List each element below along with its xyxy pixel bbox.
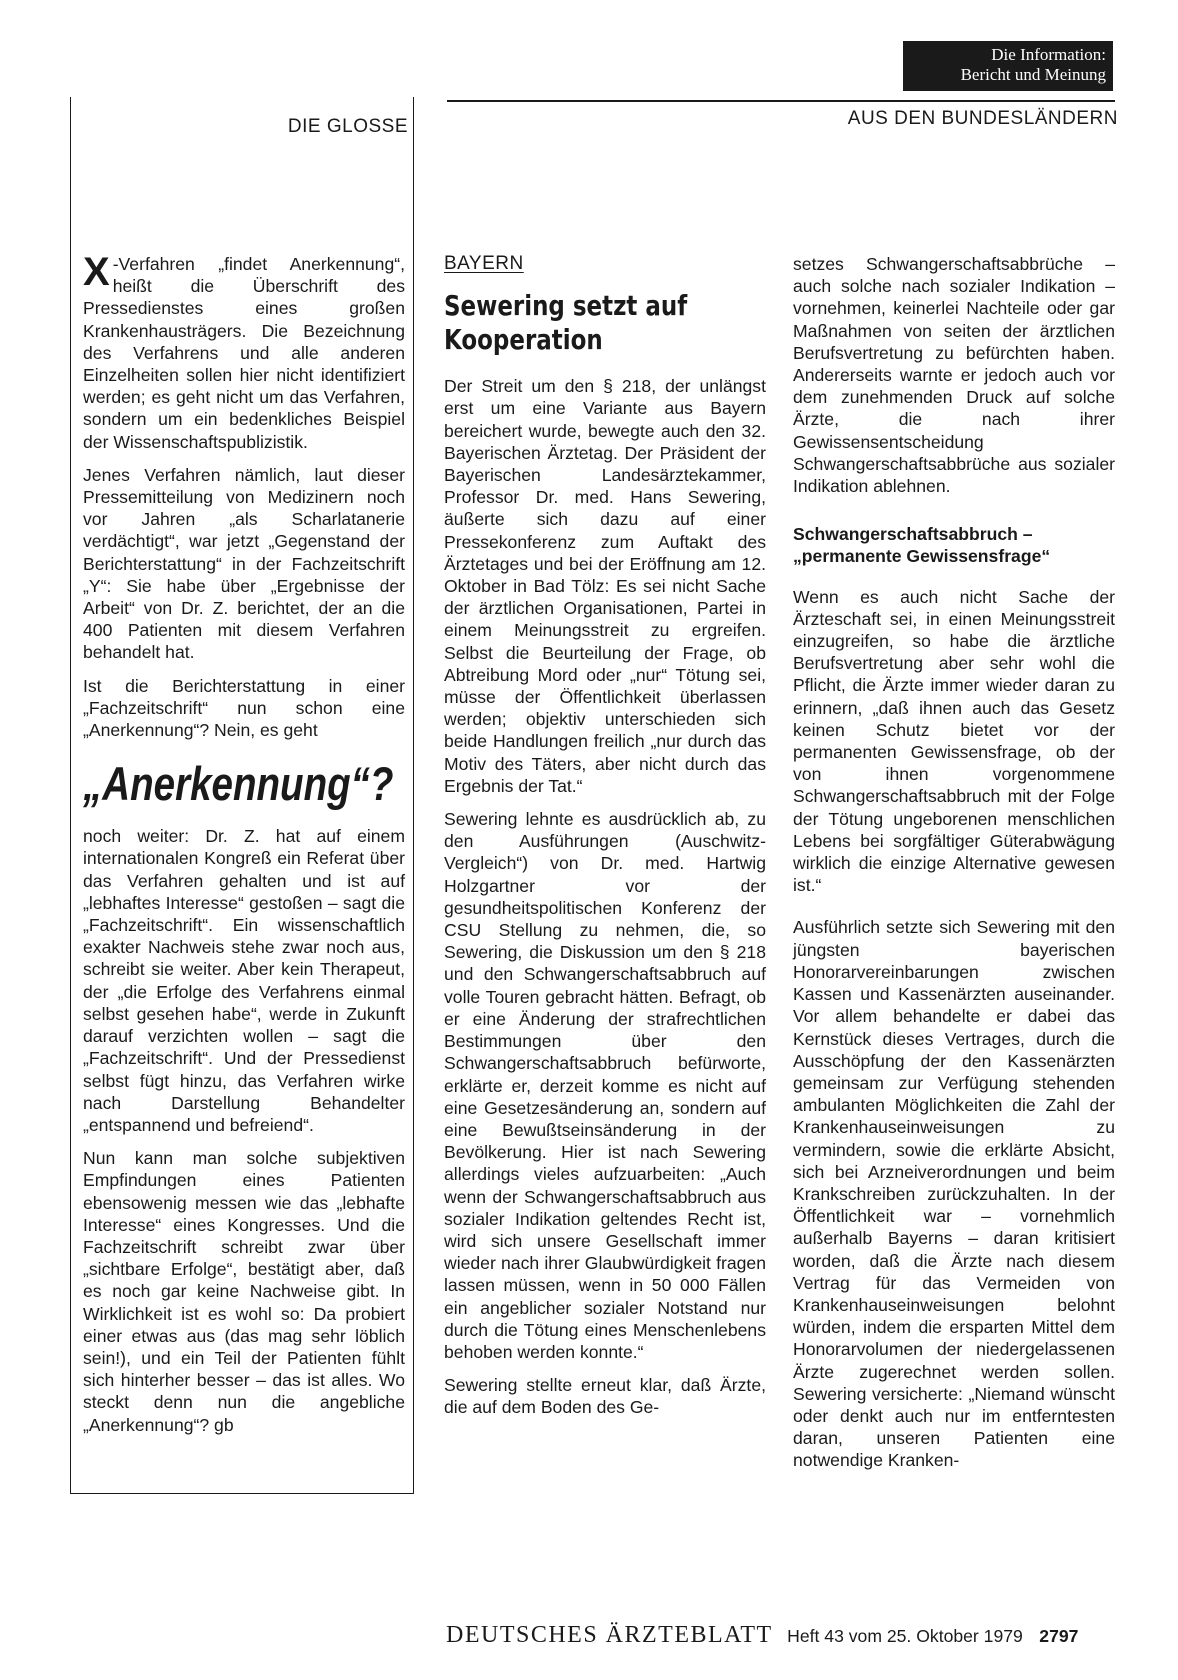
glosse-paragraph-4: noch weiter: Dr. Z. hat auf einem internationalen Kongreß ein Referat über das Verfahren gehalten und ist auf „lebhaftes Interesse“ gestoßen – sagt die „Fachzeitschrift“. Ein wissenschaftlich exakter Nachweis stehe zwar noch aus, schreibt sie weiter. Aber kein Therapeut, der „die Erfolge des Verfahrens einmal selbst gesehen habe“, werde in Zukunft darauf verzichten wollen – sagt die „Fachzeitschrift“. Und der Pressedienst selbst fügt hinzu, das Verfahren wirke nach Darstellung Behandelter „entspannend und befreiend“. — [83, 826, 405, 1135]
section-label-glosse: DIE GLOSSE — [287, 116, 408, 137]
section-badge — [903, 41, 1113, 91]
article-kicker: BAYERN — [444, 253, 524, 274]
top-rule — [447, 100, 1115, 102]
page-footer — [446, 1622, 1115, 1656]
article-column-2 — [793, 253, 1115, 1483]
article-paragraph-5: Wenn es auch nicht Sache der Ärzteschaft sei, in einen Meinungsstreit einzugreifen, so habe die ärztliche Berufsvertretung aber sehr wohl die Pflicht, die Ärzte immer wieder daran zu erinnern, „daß ihnen auch das Gesetz keinen Schutz bietet vor der permanenten Gewissensfrage, ob der von ihnen vorgenommene Schwangerschaftsabbruch mit der Folge der Tötung ungeborenen menschlichen Lebens bei sorgfältiger Güterabwägung wirklich die einzige Alternative gewesen ist.“ — [793, 586, 1115, 896]
article-subhead — [793, 523, 1115, 567]
glosse-paragraph-1 — [83, 250, 405, 453]
glosse-paragraph-1-text: -Verfahren „findet Anerkennung“, heißt die Überschrift des Pressedienstes eines großen Krankenhausträgers. Die Bezeichnung des Verfahrens und alle anderen Einzelheiten sollen hier nicht identifiziert werden; es geht nicht um das Verfahren, sondern um ein bedenkliches Beispiel der Wissenschaftspublizistik. — [83, 254, 405, 452]
dropcap: X — [83, 250, 110, 294]
subhead-line-1: Schwangerschaftsabbruch – — [793, 524, 1033, 545]
glosse-paragraph-5: Nun kann man solche subjektiven Empfindungen eines Patienten ebensowenig messen wie das „lebhafte Interesse“ eines Kongresses. Und die Fachzeitschrift schreibt zwar über „sichtbare Erfolge“, bestätigt aber, daß es noch gar keine Nachweise gibt. In Wirklichkeit ist es wohl so: Da probiert einer etwas aus (das mag sehr löblich sein!), und ein Teil der Patienten fühlt sich hinterher besser – das ist alles. Wo steckt denn nun die angebliche „Anerkennung“? gb — [83, 1148, 405, 1435]
article-headline: Sewering setzt auf Kooperation — [444, 289, 688, 357]
badge-line-1: Die Information: — [991, 45, 1106, 64]
glosse-title: „Anerkennung“? — [83, 757, 394, 811]
article-paragraph-2: Sewering lehnte es ausdrücklich ab, zu den Ausführungen (Auschwitz-Vergleich“) von Dr. med. Hartwig Holzgartner vor der gesundheitspolitischen Konferenz der CSU Stellung zu nehmen, die, so Sewering, die Diskussion um den § 218 und den Schwangerschaftsabbruch auf volle Touren gebracht hätten. Befragt, ob er eine Änderung der strafrechtlichen Bestimmungen über den Schwangerschaftsabbruch befürworte, erklärte er, derzeit komme es nicht auf eine Gesetzesänderung an, sondern auf eine Bewußtseinsänderung in der Bevölkerung. Hier ist nach Sewering allerdings vieles aufzuarbeiten: „Auch wenn der Schwangerschaftsabbruch aus sozialer Indikation geltendes Recht ist, wird sich unsere Gesellschaft immer wieder nach ihrer Glaubwürdigkeit fragen lassen müssen, wenn in 50 000 Fällen ein angeblicher sozialer Notstand nur durch die Tötung eines Menschenlebens behoben werden konnte.“ — [444, 809, 766, 1362]
issue-info: Heft 43 vom 25. Oktober 1979 — [787, 1626, 1023, 1646]
magazine-name: DEUTSCHES ÄRZTEBLATT — [446, 1622, 773, 1648]
badge-line-2: Bericht und Meinung — [960, 65, 1106, 84]
article-column-1 — [444, 253, 766, 1430]
section-label-bundeslaender: AUS DEN BUNDESLÄNDERN — [847, 108, 1118, 129]
page-number: 2797 — [1039, 1626, 1079, 1646]
glosse-paragraph-3: Ist die Berichterstattung in einer „Fachzeitschrift“ nun schon eine „Anerkennung“? Nein, es geht — [83, 675, 405, 741]
article-paragraph-6: Ausführlich setzte sich Sewering mit den jüngsten bayerischen Honorarvereinbarungen zwischen Kassen und Kassenärzten auseinander. Vor allem behandelte er dabei das Kernstück dieses Vertrages, durch die Ausschöpfung der den Kassenärzten gemeinsam zur Verfügung stehenden ambulanten Möglichkeiten die Zahl der Krankenhauseinweisungen zu vermindern, sowie die erklärte Absicht, sich bei Arzneiverordnungen und beim Krankschreiben zurückzuhalten. In der Öffentlichkeit war – vornehmlich außerhalb Bayerns – daran kritisiert worden, daß die Ärzte nach diesem Vertrag für das Vermeiden von Krankenhauseinweisungen belohnt würden, indem die ersparten Mittel dem Honorarvolumen der niedergelassenen Ärzte zugerechnet werden sollen. Sewering versicherte: „Niemand wünscht oder denkt auch nur im entferntesten daran, unseren Patienten eine notwendige Kranken- — [793, 917, 1115, 1471]
glosse-column — [83, 250, 405, 1447]
article-paragraph-4: setzes Schwangerschaftsabbrüche – auch solche nach sozialer Indikation – vornehmen, keinerlei Nachteile oder gar Maßnahmen von seiten der ärztlichen Berufsvertretung zu befürchten haben. Andererseits warnte er jedoch auch vor dem zunehmenden Druck auf solche Ärzte, die nach ihrer Gewissensentscheidung Schwangerschaftsabbrüche aus sozialer Indikation ablehnen. — [793, 254, 1115, 497]
glosse-paragraph-2: Jenes Verfahren nämlich, laut dieser Pressemitteilung von Medizinern noch vor Jahren „als Scharlatanerie verdächtigt“, war jetzt „Gegenstand der Berichterstattung“ in der Fachzeitschrift „Y“: Sie habe über „Ergebnisse der Arbeit“ von Dr. Z. berichtet, der an die 400 Patienten mit diesem Verfahren behandelt hat. — [83, 464, 405, 663]
subhead-line-2: „permanente Gewissensfrage“ — [793, 546, 1051, 567]
article-paragraph-3: Sewering stellte erneut klar, daß Ärzte, die auf dem Boden des Ge- — [444, 1375, 766, 1418]
article-paragraph-1: Der Streit um den § 218, der unlängst erst um eine Variante aus Bayern bereichert wurde, bewegte auch den 32. Bayerischen Ärztetag. Der Präsident der Bayerischen Landesärztekammer, Professor Dr. med. Hans Sewering, äußerte sich dazu auf einer Pressekonferenz zum Auftakt des Ärztetages und bei der Eröffnung am 12. Oktober in Bad Tölz: Es sei nicht Sache der ärztlichen Organisationen, Partei in einem Meinungsstreit zu ergreifen. Selbst die Beurteilung der Frage, ob Abtreibung Mord oder „nur“ Tötung sei, müsse der Öffentlichkeit überlassen werden; objektiv unterschieden sich beide Handlungen freilich „nur durch das Motiv des Täters, aber nicht durch das Ergebnis der Tat.“ — [444, 376, 766, 796]
